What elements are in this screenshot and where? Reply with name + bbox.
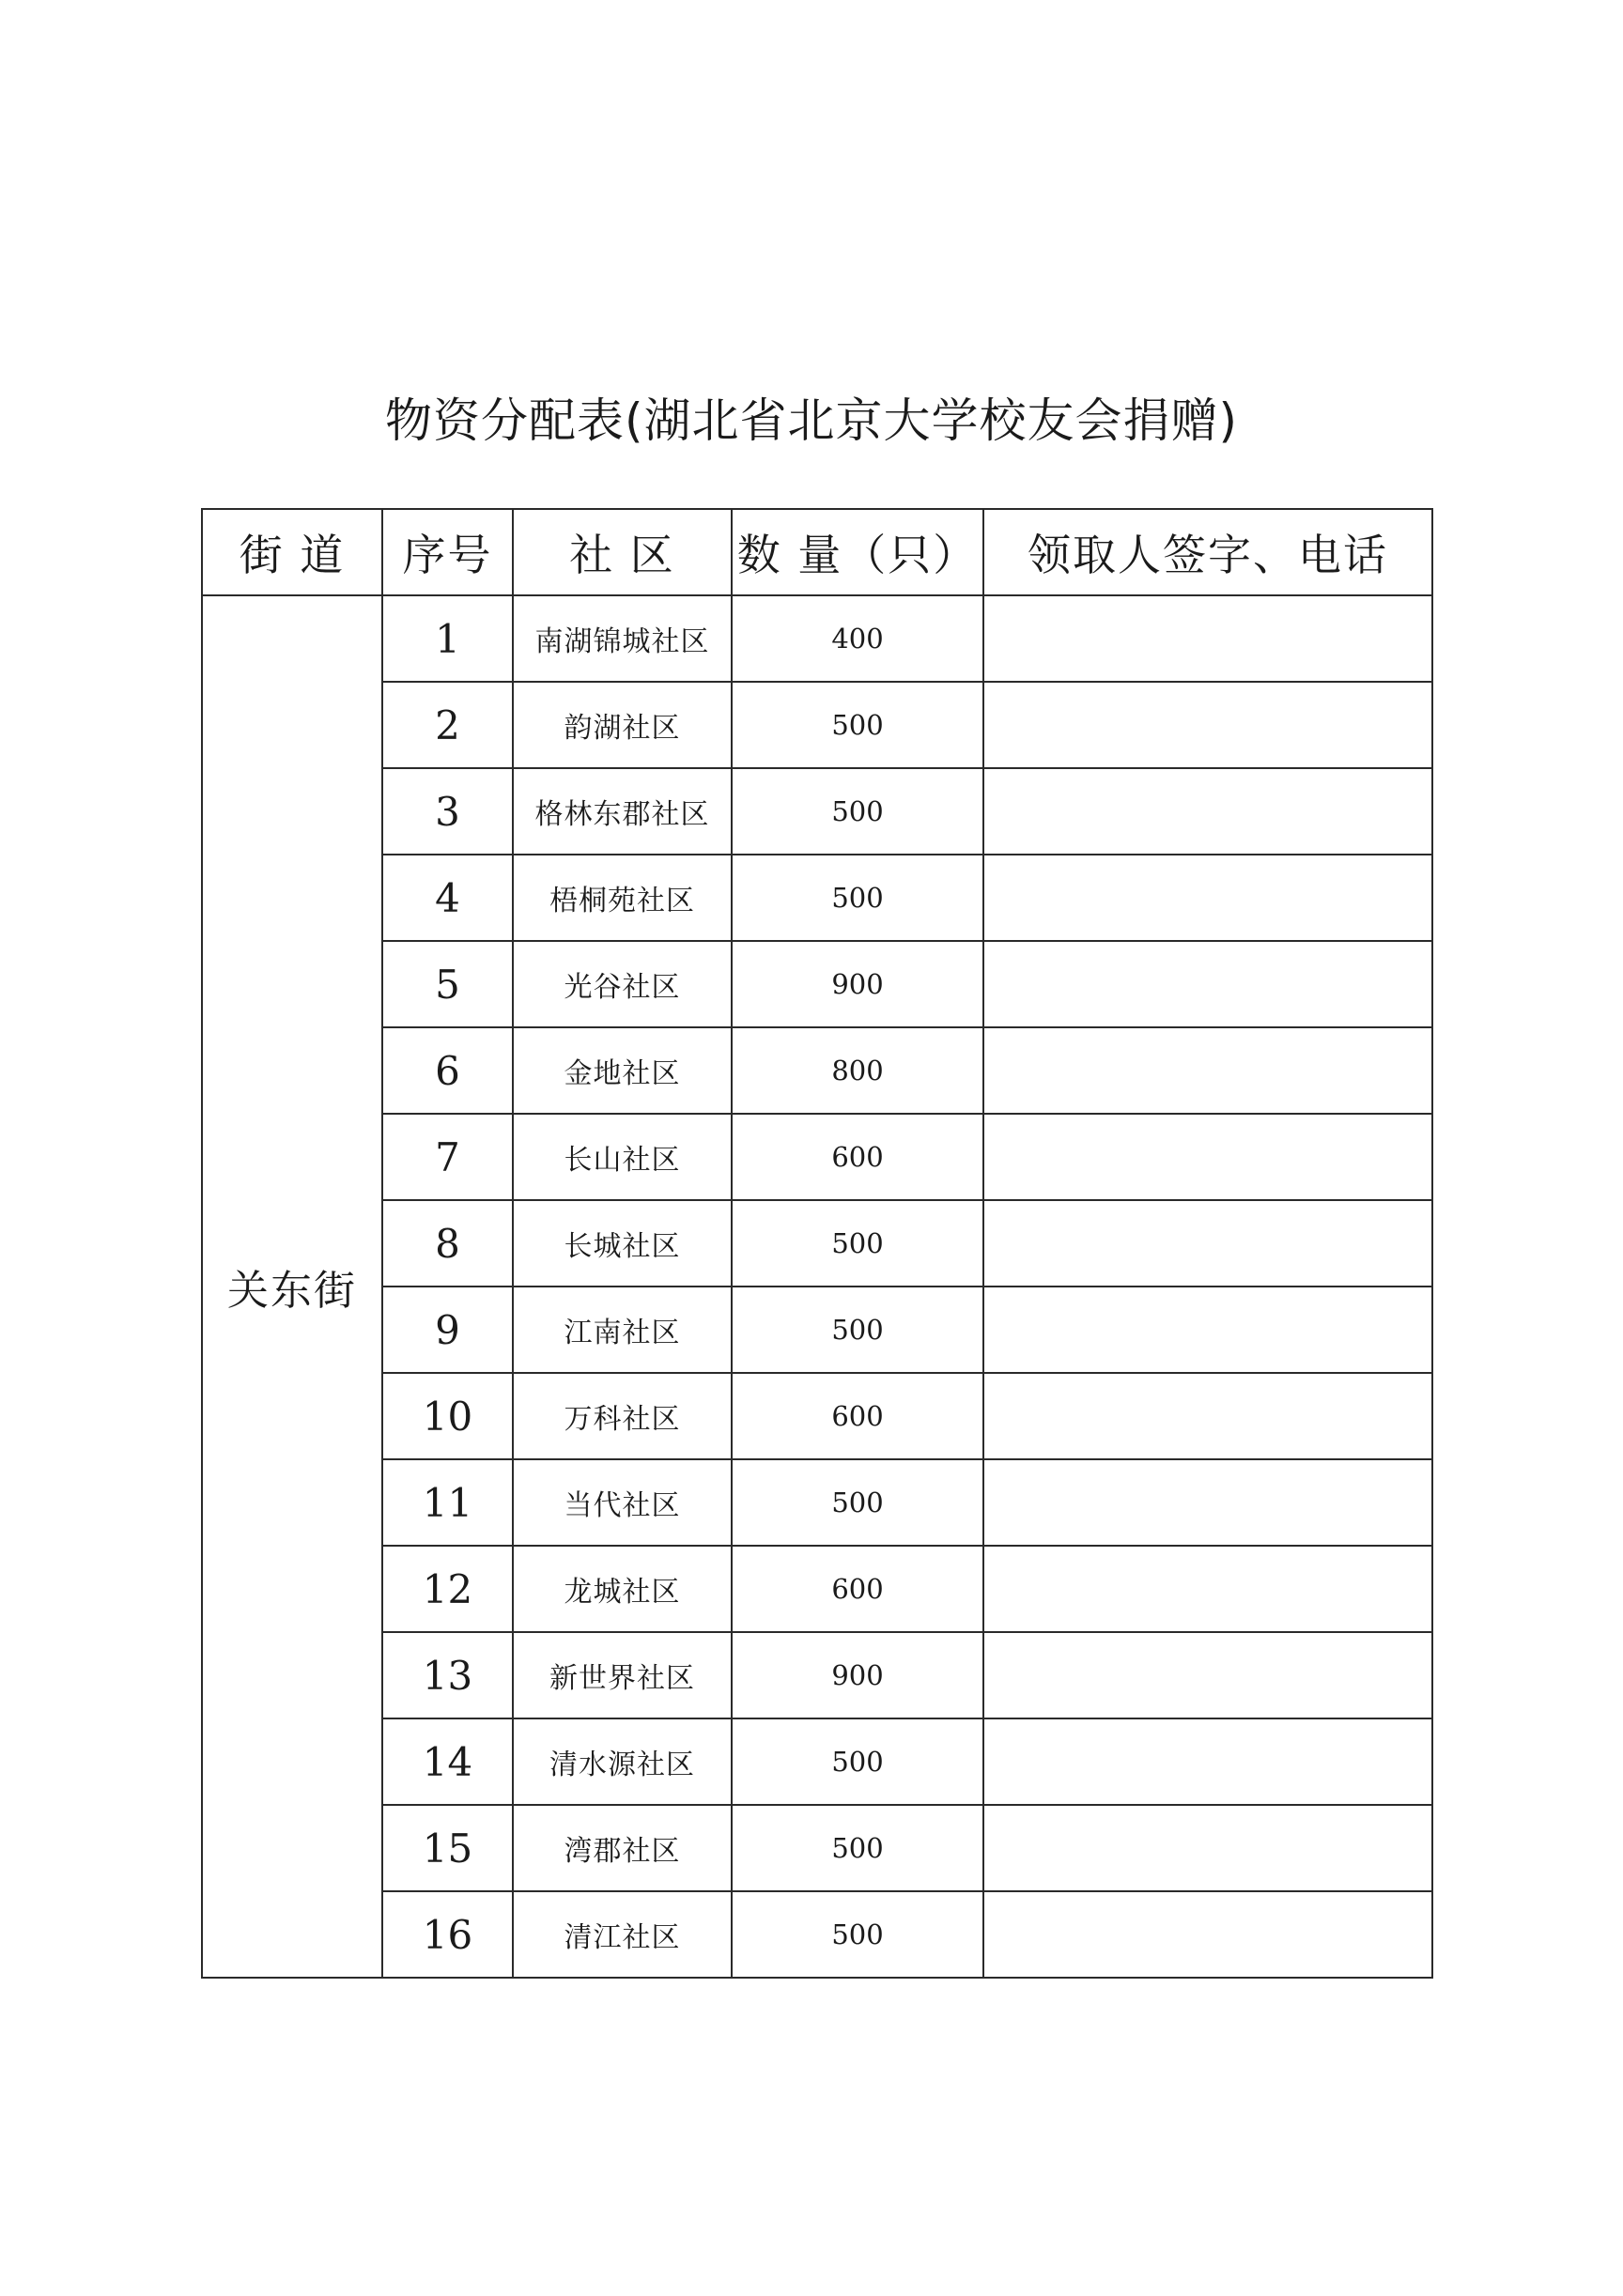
row-index-cell: 6	[382, 1027, 513, 1114]
community-name-cell: 新世界社区	[513, 1632, 732, 1718]
signature-cell[interactable]	[983, 1459, 1432, 1546]
table-row	[202, 1287, 1432, 1373]
row-index-cell: 3	[382, 768, 513, 855]
quantity-cell: 500	[732, 1459, 983, 1546]
table-header-row	[202, 509, 1432, 595]
row-index-cell: 2	[382, 682, 513, 768]
header-index: 序号	[382, 509, 513, 595]
community-name-cell: 格林东郡社区	[513, 768, 732, 855]
signature-cell[interactable]	[983, 595, 1432, 682]
street-name-cell: 关东街	[202, 595, 382, 1978]
quantity-cell: 500	[732, 1805, 983, 1891]
signature-cell[interactable]	[983, 682, 1432, 768]
table-row	[202, 1373, 1432, 1459]
row-index-cell: 11	[382, 1459, 513, 1546]
signature-cell[interactable]	[983, 1373, 1432, 1459]
signature-cell[interactable]	[983, 941, 1432, 1027]
table-row	[202, 768, 1432, 855]
quantity-cell: 500	[732, 682, 983, 768]
table-row	[202, 1632, 1432, 1718]
row-index-cell: 10	[382, 1373, 513, 1459]
header-quantity: 数 量（只）	[732, 509, 983, 595]
signature-cell[interactable]	[983, 1805, 1432, 1891]
signature-cell[interactable]	[983, 1891, 1432, 1978]
quantity-cell: 900	[732, 1632, 983, 1718]
distribution-table	[201, 508, 1433, 1979]
table-row	[202, 682, 1432, 768]
table-row	[202, 941, 1432, 1027]
table-row	[202, 595, 1432, 682]
row-index-cell: 7	[382, 1114, 513, 1200]
community-name-cell: 清水源社区	[513, 1718, 732, 1805]
row-index-cell: 13	[382, 1632, 513, 1718]
row-index-cell: 14	[382, 1718, 513, 1805]
quantity-cell: 500	[732, 1718, 983, 1805]
signature-cell[interactable]	[983, 1114, 1432, 1200]
community-name-cell: 湾郡社区	[513, 1805, 732, 1891]
quantity-cell: 400	[732, 595, 983, 682]
community-name-cell: 梧桐苑社区	[513, 855, 732, 941]
table-row	[202, 1027, 1432, 1114]
signature-cell[interactable]	[983, 855, 1432, 941]
community-name-cell: 长山社区	[513, 1114, 732, 1200]
signature-cell[interactable]	[983, 768, 1432, 855]
table-row	[202, 1200, 1432, 1287]
community-name-cell: 当代社区	[513, 1459, 732, 1546]
quantity-cell: 500	[732, 768, 983, 855]
quantity-cell: 600	[732, 1114, 983, 1200]
quantity-cell: 900	[732, 941, 983, 1027]
community-name-cell: 清江社区	[513, 1891, 732, 1978]
quantity-cell: 600	[732, 1546, 983, 1632]
community-name-cell: 江南社区	[513, 1287, 732, 1373]
quantity-cell: 500	[732, 1200, 983, 1287]
header-community: 社 区	[513, 509, 732, 595]
row-index-cell: 4	[382, 855, 513, 941]
header-street: 街 道	[202, 509, 382, 595]
page-title: 物资分配表(湖北省北京大学校友会捐赠)	[384, 393, 1238, 448]
signature-cell[interactable]	[983, 1632, 1432, 1718]
table-row	[202, 1891, 1432, 1978]
table-row	[202, 855, 1432, 941]
community-name-cell: 光谷社区	[513, 941, 732, 1027]
community-name-cell: 万科社区	[513, 1373, 732, 1459]
row-index-cell: 12	[382, 1546, 513, 1632]
row-index-cell: 8	[382, 1200, 513, 1287]
table-row	[202, 1718, 1432, 1805]
quantity-cell: 500	[732, 855, 983, 941]
table-row	[202, 1546, 1432, 1632]
table-row	[202, 1805, 1432, 1891]
quantity-cell: 500	[732, 1287, 983, 1373]
signature-cell[interactable]	[983, 1546, 1432, 1632]
signature-cell[interactable]	[983, 1200, 1432, 1287]
community-name-cell: 韵湖社区	[513, 682, 732, 768]
signature-cell[interactable]	[983, 1718, 1432, 1805]
row-index-cell: 1	[382, 595, 513, 682]
signature-cell[interactable]	[983, 1287, 1432, 1373]
community-name-cell: 长城社区	[513, 1200, 732, 1287]
row-index-cell: 5	[382, 941, 513, 1027]
community-name-cell: 南湖锦城社区	[513, 595, 732, 682]
row-index-cell: 16	[382, 1891, 513, 1978]
table-row	[202, 1114, 1432, 1200]
header-signature: 领取人签字、电话	[983, 509, 1432, 595]
table-row	[202, 1459, 1432, 1546]
row-index-cell: 15	[382, 1805, 513, 1891]
row-index-cell: 9	[382, 1287, 513, 1373]
quantity-cell: 600	[732, 1373, 983, 1459]
quantity-cell: 500	[732, 1891, 983, 1978]
table-body	[202, 595, 1432, 1978]
signature-cell[interactable]	[983, 1027, 1432, 1114]
community-name-cell: 金地社区	[513, 1027, 732, 1114]
quantity-cell: 800	[732, 1027, 983, 1114]
community-name-cell: 龙城社区	[513, 1546, 732, 1632]
